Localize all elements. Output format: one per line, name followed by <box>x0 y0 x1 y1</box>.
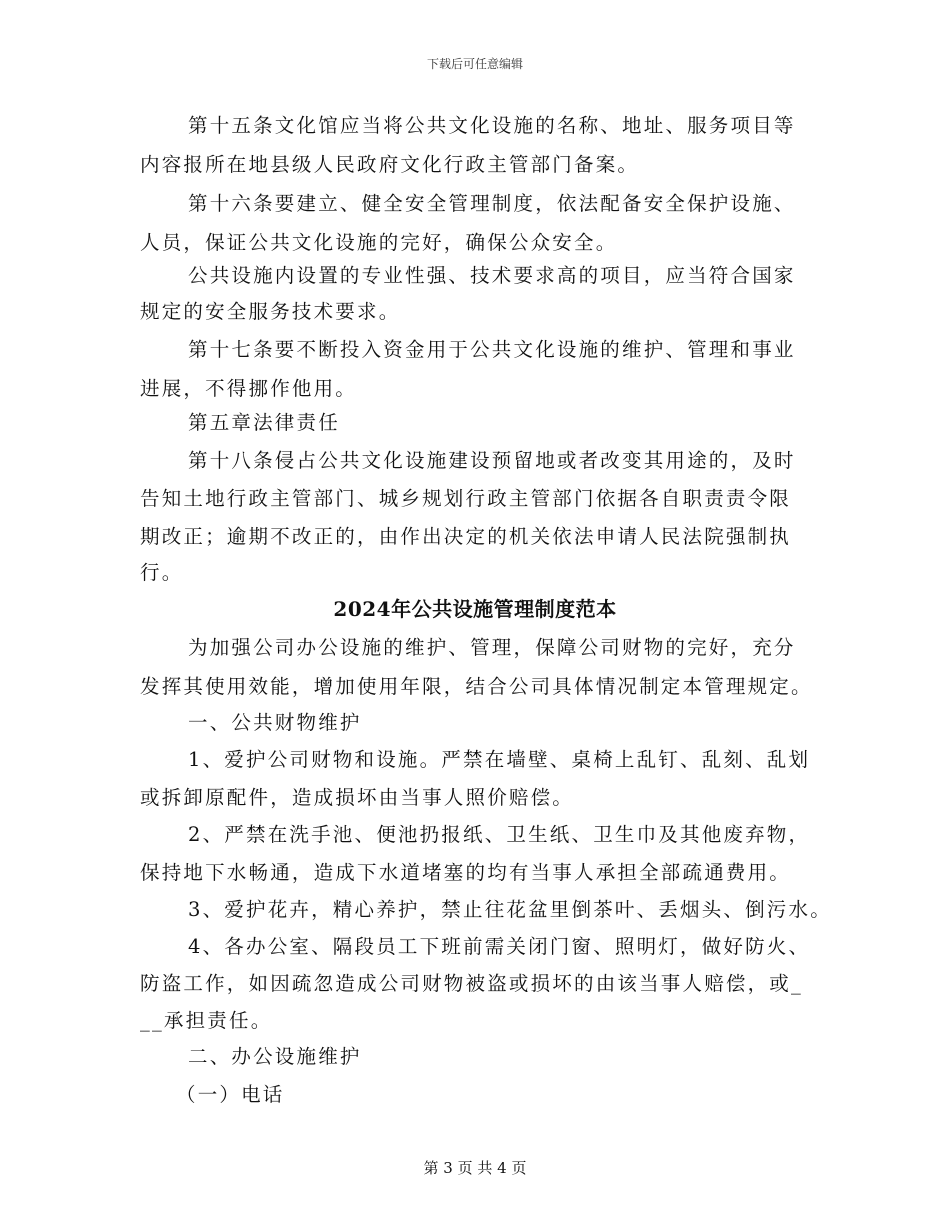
paragraph-line: 第十八条侵占公共文化设施建设预留地或者改变其用途的，及时 <box>188 449 796 472</box>
paragraph-line: 2、严禁在洗手池、便池扔报纸、卫生纸、卫生巾及其他废弃物， <box>188 823 811 846</box>
paragraph-line: 告知土地行政主管部门、城乡规划行政主管部门依据各自职责责令限 <box>140 487 792 510</box>
subsection-heading: （一）电话 <box>176 1083 285 1106</box>
paragraph-line: 或拆卸原配件，造成损坏由当事人照价赔偿。 <box>140 786 575 809</box>
paragraph-line: 行。 <box>140 561 184 584</box>
paragraph-line: 进展，不得挪作他用。 <box>140 377 358 400</box>
paragraph-line: __承担责任。 <box>140 1009 273 1032</box>
paragraph-line: 第十五条文化馆应当将公共文化设施的名称、地址、服务项目等 <box>188 114 796 137</box>
paragraph-line: 期改正；逾期不改正的，由作出决定的机关依法申请人民法院强制执 <box>140 525 792 548</box>
paragraph-line: 为加强公司办公设施的维护、管理，保障公司财物的完好，充分 <box>188 636 796 659</box>
paragraph-line: 防盗工作，如因疏忽造成公司财物被盗或损坏的由该当事人赔偿，或_ <box>140 972 803 995</box>
section-heading: 一、公共财物维护 <box>188 711 362 734</box>
page-header: 下载后可任意编辑 <box>426 57 523 71</box>
chapter-heading: 第五章法律责任 <box>188 411 340 434</box>
page-footer: 第 3 页 共 4 页 <box>423 1159 527 1177</box>
paragraph-line: 第十七条要不断投入资金用于公共文化设施的维护、管理和事业 <box>188 338 796 361</box>
section-heading: 二、办公设施维护 <box>188 1045 362 1068</box>
paragraph-line: 发挥其使用效能，增加使用年限，结合公司具体情况制定本管理规定。 <box>140 675 813 698</box>
paragraph-line: 保持地下水畅通，造成下水道堵塞的均有当事人承担全部疏通费用。 <box>140 861 792 884</box>
paragraph-line: 规定的安全服务技术要求。 <box>140 300 401 323</box>
paragraph-line: 3、爱护花卉，精心养护，禁止往花盆里倒茶叶、丢烟头、倒污水。 <box>188 898 832 921</box>
paragraph-line: 第十六条要建立、健全安全管理制度，依法配备安全保护设施、 <box>188 192 796 215</box>
paragraph-line: 人员，保证公共文化设施的完好，确保公众安全。 <box>140 231 618 254</box>
paragraph-line: 公共设施内设置的专业性强、技术要求高的项目，应当符合国家 <box>188 264 796 287</box>
paragraph-line: 内容报所在地县级人民政府文化行政主管部门备案。 <box>140 153 640 176</box>
document-title: 2024年公共设施管理制度范本 <box>333 597 617 621</box>
paragraph-line: 4、各办公室、隔段员工下班前需关闭门窗、照明灯，做好防火、 <box>188 935 811 958</box>
paragraph-line: 1、爱护公司财物和设施。严禁在墙壁、桌椅上乱钉、乱刻、乱划 <box>188 748 811 771</box>
